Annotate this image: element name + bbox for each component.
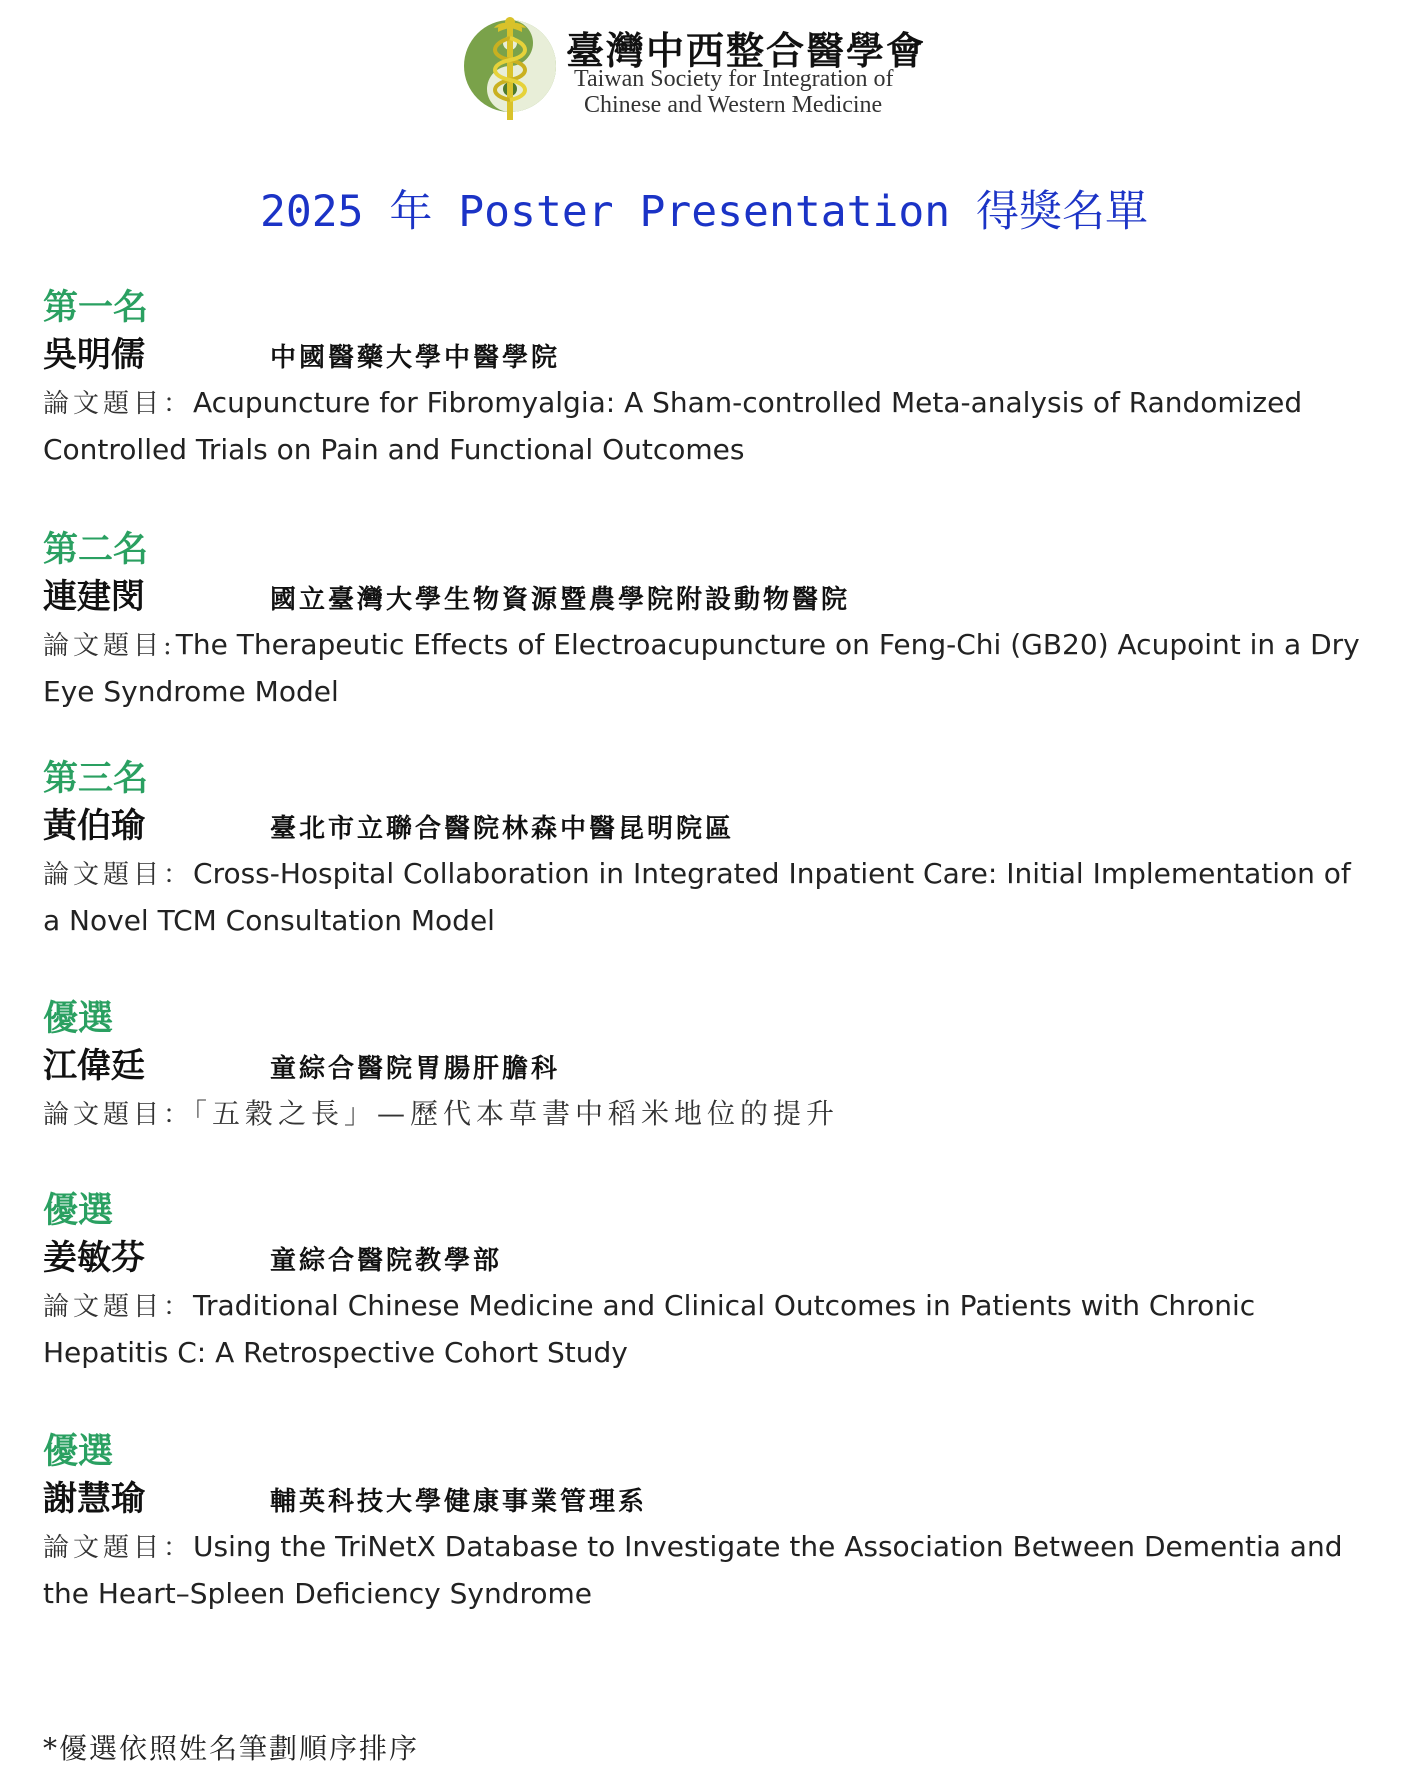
recipient-affiliation: 輔英科技大學健康事業管理系 [270,1487,648,1517]
paper-label: 論文題目： [43,860,194,890]
recipient-affiliation: 童綜合醫院教學部 [270,1246,503,1276]
org-name-en-line2: Chinese and Western Medicine [584,92,883,118]
recipient-name: 謝慧瑜 [43,1479,145,1519]
paper-label: 論文題目： [43,1292,194,1322]
award-entry [43,1187,1373,1375]
paper-title [43,1283,1373,1375]
award-entry [43,1428,1373,1616]
paper-label: 論文題目： [43,1533,194,1563]
paper-title-text: Cross-Hospital Collaboration in Integrated Inpatient Care: Initial Implementation of a Novel TCM Consultation Model [43,857,1351,937]
paper-title-text: Acupuncture for Fibromyalgia: A Sham-controlled Meta-analysis of Randomized Controlled Trials on Pain and Functional Outcomes [43,386,1303,466]
award-rank: 第一名 [43,287,149,328]
recipient-name: 江偉廷 [43,1046,145,1086]
paper-title-text: The Therapeutic Effects of Electroacupuncture on Feng-Chi (GB20) Acupoint in a Dry Eye Syndrome Model [43,628,1360,708]
recipient-row [43,803,1373,849]
recipient-affiliation: 臺北市立聯合醫院林森中醫昆明院區 [270,814,735,844]
recipient-name: 連建閔 [43,577,145,617]
page-title: 2025 年 Poster Presentation 得獎名單 [259,187,1149,237]
recipient-row [43,1235,1373,1281]
paper-title [43,1524,1373,1616]
recipient-affiliation: 中國醫藥大學中醫學院 [270,343,561,373]
award-rank: 優選 [43,998,114,1039]
recipient-row [43,332,1373,378]
paper-title [43,1091,1373,1138]
award-entry [43,284,1373,472]
recipient-name: 吳明儒 [43,335,145,375]
paper-title-text: 「五穀之長」—歷代本草書中稻米地位的提升 [193,1097,840,1130]
recipient-name: 姜敏芬 [43,1238,145,1278]
caduceus-yin-yang-logo-icon [460,14,562,124]
paper-label: 論文題目: [43,631,176,661]
paper-title [43,380,1373,472]
recipient-row [43,574,1373,620]
recipient-affiliation: 國立臺灣大學生物資源暨農學院附設動物醫院 [270,585,851,615]
org-name-en-line1: Taiwan Society for Integration of [574,66,894,92]
recipient-row [43,1476,1373,1522]
award-rank: 第二名 [43,529,149,570]
org-name-en [574,66,894,118]
paper-title [43,851,1373,943]
recipient-row [43,1043,1373,1089]
award-entry [43,995,1373,1138]
paper-label: 論文題目： [43,1100,194,1130]
recipient-affiliation: 童綜合醫院胃腸肝膽科 [270,1054,561,1084]
paper-title-text: Traditional Chinese Medicine and Clinical Outcomes in Patients with Chronic Hepatitis C: A Retrospective Cohort Study [43,1289,1256,1369]
footnote: *優選依照姓名筆劃順序排序 [43,1732,420,1765]
award-entry [43,526,1373,714]
society-header [460,14,930,124]
paper-title [43,622,1373,714]
award-rank: 優選 [43,1190,114,1231]
paper-label: 論文題目： [43,389,194,419]
award-entry [43,755,1373,943]
org-name-zh: 臺灣中西整合醫學會 [566,28,927,73]
recipient-name: 黃伯瑜 [43,806,145,846]
paper-title-text: Using the TriNetX Database to Investigate the Association Between Dementia and the Heart–Spleen Deficiency Syndrome [43,1530,1343,1610]
award-rank: 優選 [43,1431,114,1472]
award-rank: 第三名 [43,758,149,799]
